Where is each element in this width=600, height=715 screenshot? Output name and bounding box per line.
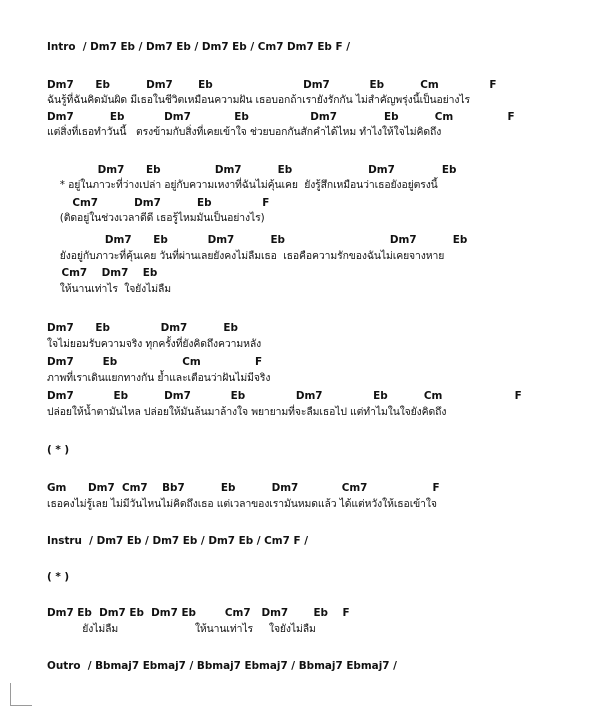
verse2-chords-3: Dm7 Eb Dm7 Eb Dm7 Eb Cm F <box>47 390 522 402</box>
chorus-lyrics-1: * อยู่ในภาวะที่ว่างเปล่า อยู่กับความเหงาที่ฉันไม่คุ้นเคย ยังรู้สึกเหมือนว่าเธอยังอยู่ตรงนี้ <box>47 179 438 191</box>
verse1-chords-1: Dm7 Eb Dm7 Eb Dm7 Eb Cm F <box>47 79 497 91</box>
ending-chords: Dm7 Eb Dm7 Eb Dm7 Eb Cm7 Dm7 Eb F <box>47 607 350 619</box>
page-corner-mark-bottom <box>10 705 32 706</box>
verse2-chords-1: Dm7 Eb Dm7 Eb <box>47 322 238 334</box>
chorus-chords-4: Cm7 Dm7 Eb <box>47 267 158 279</box>
verse2-lyrics-1: ใจไม่ยอมรับความจริง ทุกครั้งที่ยังคิดถึงความหลัง <box>47 338 262 350</box>
bridge-lyrics: เธอคงไม่รู้เลย ไม่มีวันไหนไม่คิดถึงเธอ แต่เวลาของเรามันหมดแล้ว ได้แต่หวังให้เธอเข้าใจ <box>47 498 437 510</box>
repeat-chorus-mark-2: ( * ) <box>47 571 70 583</box>
instru-line: Instru / Dm7 Eb / Dm7 Eb / Dm7 Eb / Cm7 F / <box>47 535 308 547</box>
verse1-lyrics-2: แต่สิ่งที่เธอทำวันนี้ ตรงข้ามกับสิ่งที่เคยเข้าใจ ช่วยบอกกันสักคำได้ไหม ทำไงให้ใจไม่คิดถึง <box>47 126 442 138</box>
chorus-lyrics-3: ยังอยู่กับภาวะที่คุ้นเคย วันที่ผ่านเลยยังคงไม่ลืมเธอ เธอคือความรักของฉันไม่เคยจางหาย <box>47 250 445 262</box>
verse2-chords-2: Dm7 Eb Cm F <box>47 356 263 368</box>
outro-line: Outro / Bbmaj7 Ebmaj7 / Bbmaj7 Ebmaj7 / Bbmaj7 Ebmaj7 / <box>47 660 397 672</box>
chorus-chords-2: Cm7 Dm7 Eb F <box>47 197 270 209</box>
chorus-lyrics-4: ให้นานเท่าไร ใจยังไม่ลืม <box>47 283 172 295</box>
chorus-chords-3: Dm7 Eb Dm7 Eb Dm7 Eb <box>47 234 468 246</box>
verse2-lyrics-3: ปล่อยให้น้ำตามันไหล ปล่อยให้มันล้นมาล้างใจ พยายามที่จะลืมเธอไป แต่ทำไมในใจยังคิดถึง <box>47 406 447 418</box>
chorus-chords-1: Dm7 Eb Dm7 Eb Dm7 Eb <box>47 164 457 176</box>
verse1-lyrics-1: ฉันรู้ที่ฉันคิดมันผิด มีเธอในชีวิตเหมือนความฝัน เธอบอกถ้าเรายังรักกัน ไม่สำคัญพรุ่งนี้เป็นอย่างไร <box>47 94 470 106</box>
chorus-lyrics-2: (ติดอยู่ในช่วงเวลาดีดี เธอรู้ไหมมันเป็นอย่างไร) <box>47 212 265 224</box>
intro-line: Intro / Dm7 Eb / Dm7 Eb / Dm7 Eb / Cm7 Dm7 Eb F / <box>47 41 350 53</box>
bridge-chords: Gm Dm7 Cm7 Bb7 Eb Dm7 Cm7 F <box>47 482 440 494</box>
ending-lyrics: ยังไม่ลืม ให้นานเท่าไร ใจยังไม่ลืม <box>47 623 316 635</box>
verse1-chords-2: Dm7 Eb Dm7 Eb Dm7 Eb Cm F <box>47 111 515 123</box>
verse2-lyrics-2: ภาพที่เราเดินแยกทางกัน ย้ำและเตือนว่าฝันไม่มีจริง <box>47 372 271 384</box>
page-corner-mark <box>10 683 11 705</box>
repeat-chorus-mark-1: ( * ) <box>47 444 70 456</box>
